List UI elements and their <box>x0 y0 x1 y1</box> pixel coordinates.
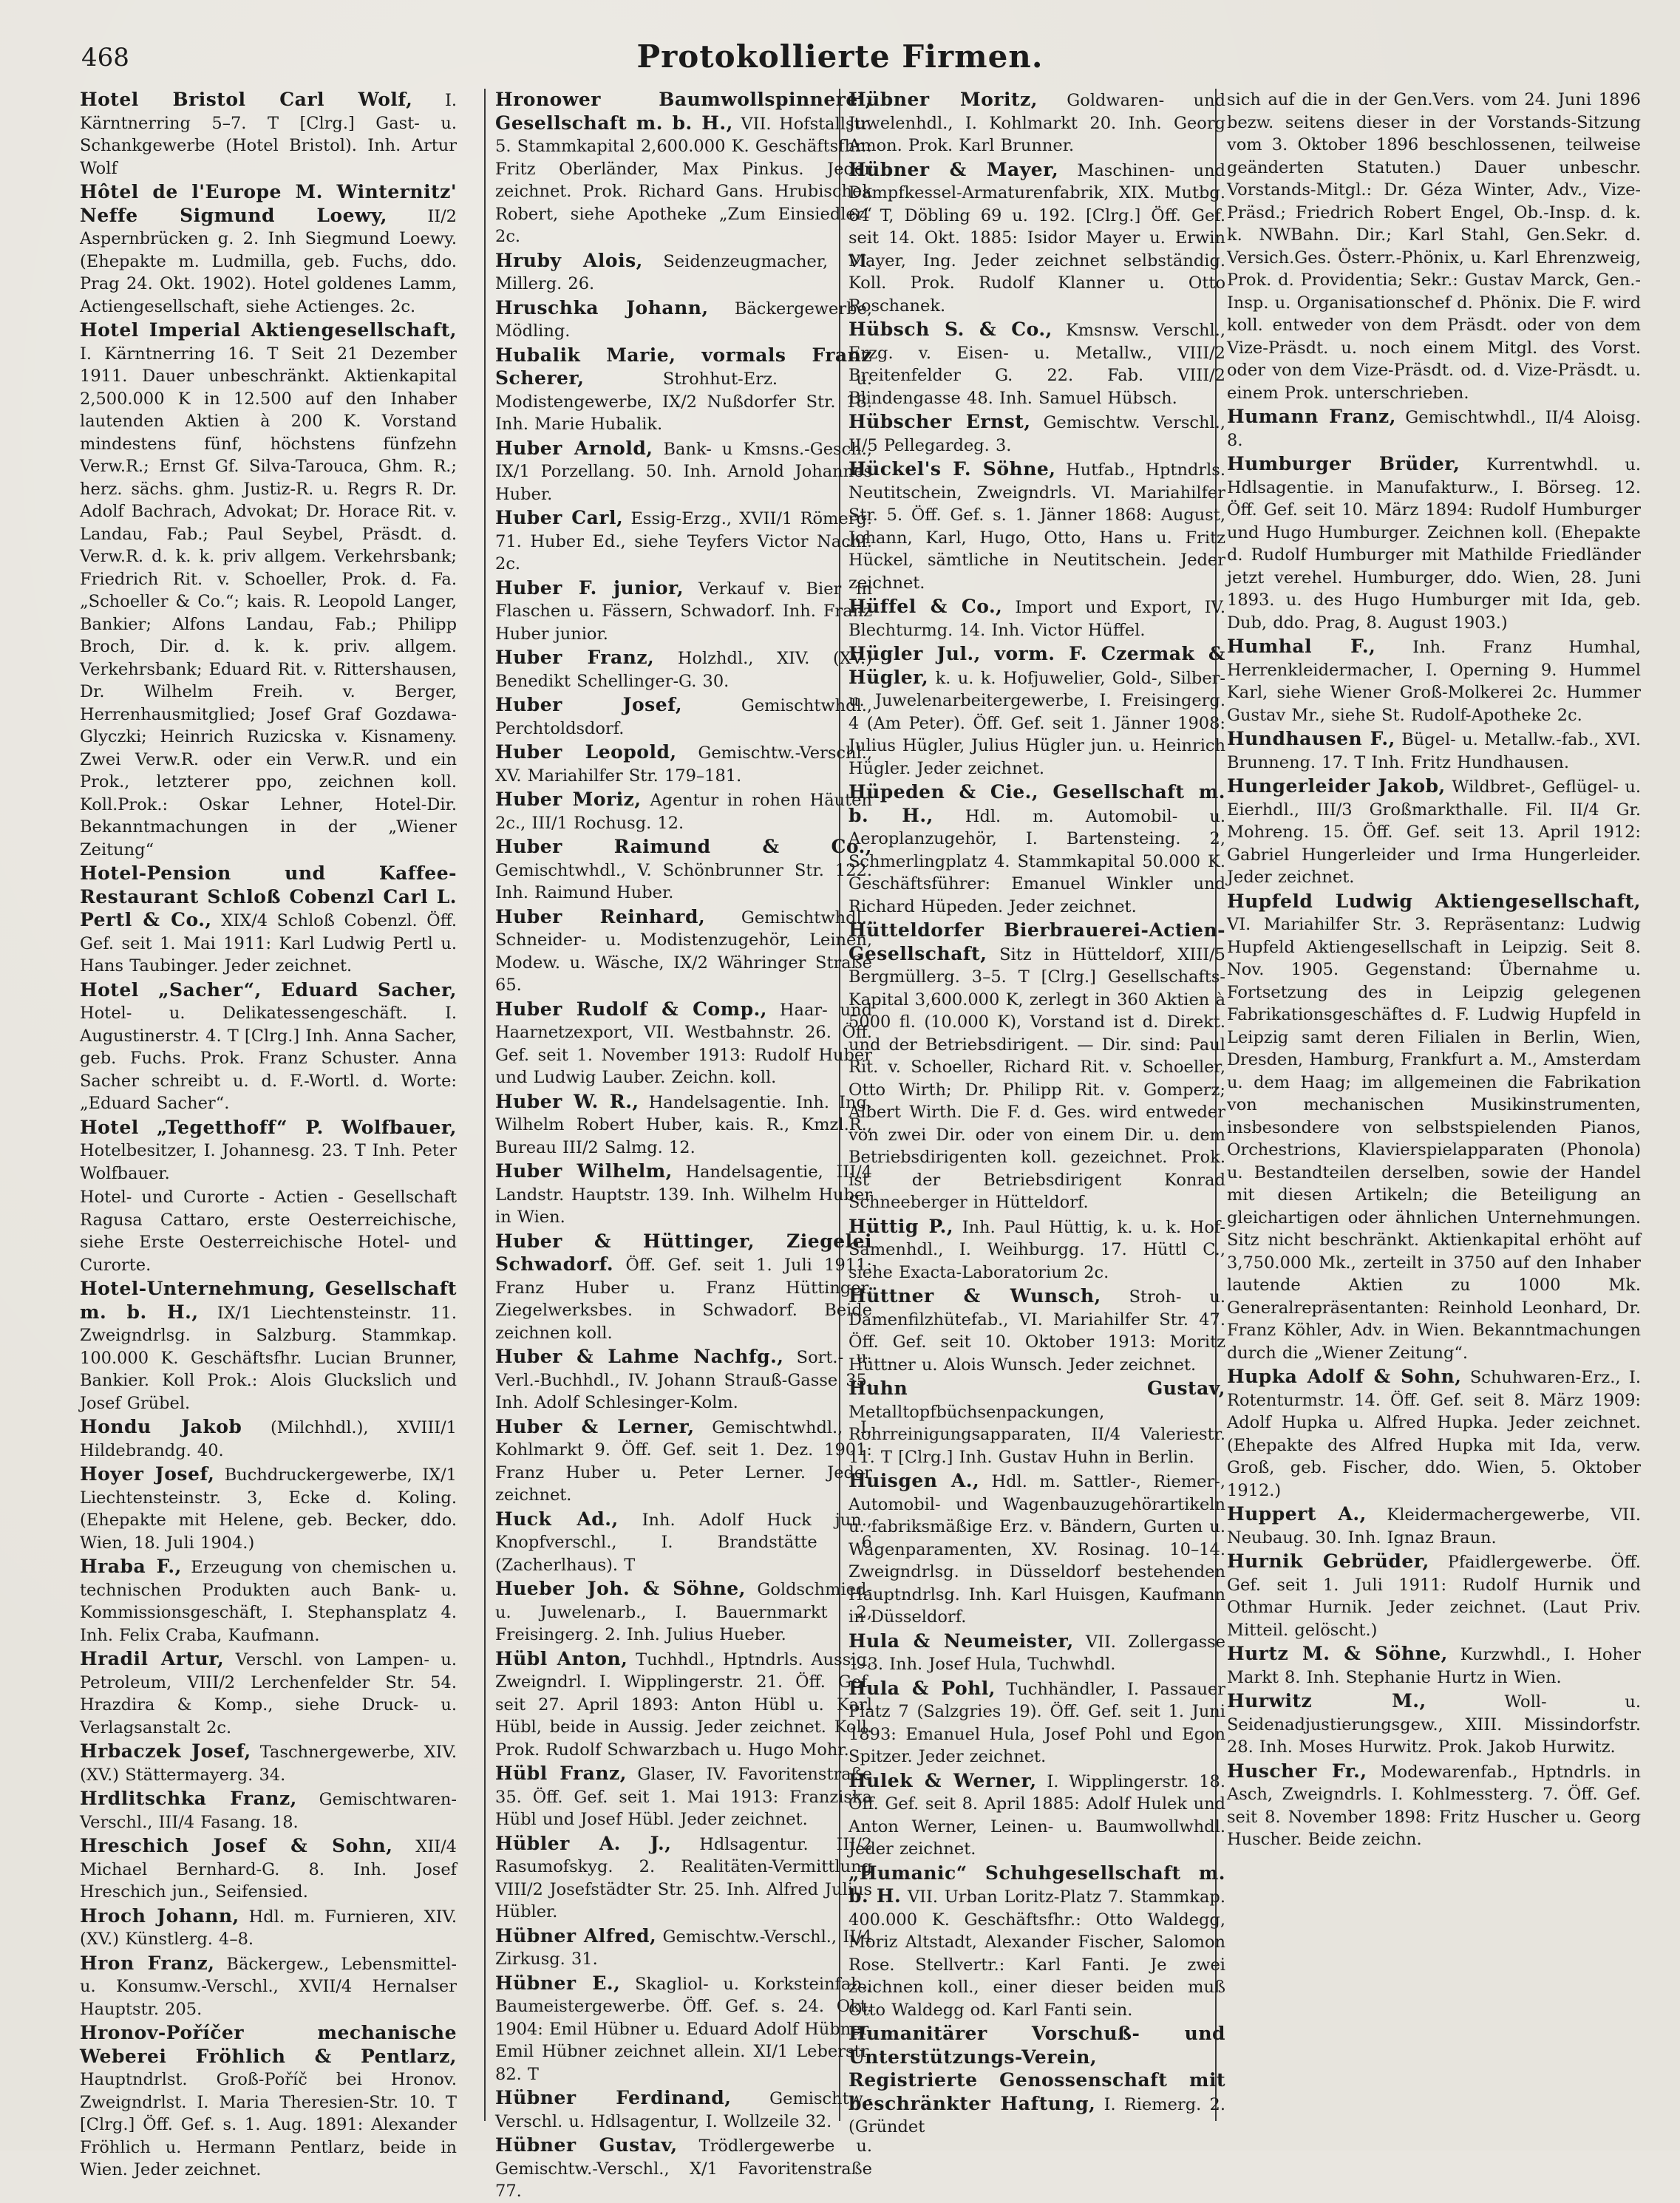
directory-entry <box>80 1117 457 1185</box>
directory-entry <box>1227 1760 1641 1851</box>
directory-entry <box>495 1091 872 1160</box>
firm-details: I. Riemerg. 2. (Gründet <box>848 2094 1225 2136</box>
firm-details: Öff. Gef. seit 1. Juli 1911: Franz Huber u. Franz Hüttinger, Ziegelwerksbes. in Schwadorf. Beide zeichnen koll. <box>495 1256 872 1343</box>
firm-details: Gemischtwhdl., Perchtoldsdorf. <box>495 696 873 738</box>
firm-name: Hotel-Unternehmung, Gesellschaft m. b. H., <box>80 1278 457 1323</box>
firm-name: Hurwitz M., <box>1227 1690 1426 1712</box>
firm-details: I. Kärntnerring 16. T Seit 21 Dezember 1911. Dauer unbeschränkt. Aktienkapital 2,500.000 K in 12.500 auf den Inhaber lautenden Aktien à 200 K. Vorstand mindestens fünf, höchstens fünfzehn Verw.R.; Ernst Gf. Silva-Tarouca, Ghm. R.; herz. sächs. ghm. Justiz-R. u. Regrs R. Dr. Adolf Bachrach, Advokat; Dr. Horace Rit. v. Landau, Fab.; Paul Seybel, Präsdt. d. Verw.R. d. k. k. priv allgem. Verkehrsbank; Friedrich Rit. v. Schoeller, Prok. d. Fa. „Schoeller & Co.“; kais. R. Leopold Langer, Bankier; Alfons Landau, Fab.; Philipp Broch, Dir. d. k. k. priv. allgem. Verkehrsbank; Eduard Rit. v. Rittershausen, Dr. Wilhelm Freih. v. Berger, Herrenhausmitglied; Josef Graf Gozdawa-Glyczki; Heinrich Ruzicska v. Kisnameny. Zwei Verw.R. oder ein Verw.R. und ein Prok., letzterer ppo, zeichnen koll. Koll.Prok.: Oskar Lehner, Hotel-Dir. Bekanntmachungen in der „Wiener Zeitung“ <box>80 344 457 859</box>
firm-details: Gemischtw. Verschl., II/5 Pellegardeg. 3. <box>848 413 1226 455</box>
directory-entry <box>495 1648 872 1762</box>
firm-details: Erzeugung von chemischen u. technischen Produkten auch Bank- u. Kommissionsgeschäft, I. Stephansplatz 4. Inh. Felix Craba, Kaufmann. <box>80 1558 457 1645</box>
firm-details: Sitz in Hütteldorf, XIII/5 Bergmüllerg. 3–5. T [Clrg.] Gesellschafts-Kapital 3,600.000 K, zerlegt in 360 Aktien à 5000 fl. (10.000 K), Vorstand ist d. Direkt. und der Betriebsdirigent. — Dir. sind: Paul Rit. v. Schoeller, Richard Rit. v. Schoeller, Otto Wirth; Dr. Philipp Rit. v. Gomperz; Albert Wirth. Die F. d. Ges. wird entweder von zwei Dir. oder von einem Dir. u. dem Betriebsdirigenten koll. gezeichnet. Prok. ist der Betriebsdirigent Konrad Schneeberger in Hütteldorf. <box>848 944 1225 1212</box>
firm-details: Hdl. m. Automobil- u. Aeroplanzugehör, I. Bartensteing. 2, Schmerlingplatz 4. Stammkapital 50.000 K. Geschäftsführer: Emanuel Winkler und Richard Hüpeden. Jeder zeichnet. <box>848 806 1226 916</box>
firm-name: Hula & Neumeister, <box>848 1630 1074 1652</box>
firm-name: Hroch Johann, <box>80 1904 239 1927</box>
firm-name: Humhal F., <box>1227 636 1376 657</box>
firm-details: Schuhwaren-Erz., I. Rotenturmstr. 14. Öff. Gef. seit 8. März 1909: Adolf Hupka u. Alfred Hupka. Jeder zeichnet. (Ehepakte des Alfred Hupka mit Ida, verw. Groß, geb. Fischer, ddo. Wien, 5. Oktober 1912.) <box>1227 1368 1641 1500</box>
directory-entry <box>80 2022 457 2182</box>
firm-name: Huber Franz, <box>495 647 655 668</box>
firm-name: Huber Carl, <box>495 507 624 528</box>
firm-name: Hückel's F. Söhne, <box>848 458 1056 480</box>
directory-entry <box>80 1463 457 1554</box>
firm-name: Huber Wilhelm, <box>495 1160 673 1182</box>
directory-entry <box>848 1470 1225 1629</box>
firm-name: Hübner Ferdinand, <box>495 2087 732 2108</box>
firm-details: Gemischtwaren-Verschl., III/4 Fasang. 18. <box>80 1790 457 1832</box>
firm-name: Hronov-Poříčer mechanische Weberei Fröhlich & Pentlarz, <box>80 2022 457 2067</box>
directory-entry <box>495 344 872 436</box>
firm-details: Kurrentwhdl. u. Hdlsagentie. in Manufakturw., I. Börseg. 12. Öff. Gef. seit 10. März 1894: Rudolf Humburger und Hugo Humburger. Zeichnen koll. (Ehepakte d. Rudolf Humburger mit Mathilde Friedländer jetzt verehel. Humburger, ddo. Wien, 28. Juni 1893. u. des Hugo Humburger mit Ida, geb. Dub, ddo. Prag, 8. August 1903.) <box>1227 455 1641 633</box>
firm-details: sich auf die in der Gen.Vers. vom 24. Juni 1896 bezw. seitens dieser in der Vorstands-Sitzung vom 3. Oktober 1896 beschlossenen, teilweise geänderten Statuten.) Dauer unbeschr. Vorstands-Mitgl.: Dr. Géza Winter, Adv., Vize-Präsd.; Friedrich Robert Engel, Ob.-Insp. d. k. k. NWBahn. Dir.; Karl Stahl, Gen.Sekr. d. Versich.Ges. Österr.-Phönix, u. Karl Ehrenzweig, Prok. d. Providentia; Sekr.: Gustav Marck, Gen.-Insp. u. Organisationschef d. Phönix. Die F. wird koll. entweder von dem Präsdt. oder von dem Vize-Präsdt. u. noch einem Mitgl. des Vorst. oder von dem Vize-Präsdt. od. d. Vize-Präsdt. u. einem Prok. unterschrieben. <box>1227 90 1641 403</box>
firm-name: Hron Franz, <box>80 1952 215 1974</box>
directory-entry <box>495 1160 872 1229</box>
firm-details: (Milchhdl.), XVIII/1 Hildebrandg. 40. <box>80 1418 457 1460</box>
firm-details: Strohhut-Erz. u. Modistengewerbe, IX/2 Nußdorfer Str. 18. Inh. Marie Hubalik. <box>495 370 873 434</box>
firm-details: Kmsnsw. Verschl., Erzg. v. Eisen- u. Metallw., VIII/2 Breitenfelder G. 22. Fab. VIII/2 Blindengasse 48. Inh. Samuel Hübsch. <box>848 321 1225 408</box>
directory-entry <box>80 181 457 318</box>
directory-entry <box>80 1278 457 1414</box>
directory-entry <box>1227 728 1641 774</box>
firm-name: Hulek & Werner, <box>848 1769 1037 1791</box>
firm-name: Hotel „Sacher“, Eduard Sacher, <box>80 978 457 1001</box>
directory-entry <box>848 919 1225 1214</box>
directory-entry <box>848 159 1225 318</box>
firm-details: Goldwaren- und Juwelenhdl., I. Kohlmarkt 20. Inh. Georg Amon. Prok. Karl Brunner. <box>848 91 1226 155</box>
directory-entry <box>80 1788 457 1833</box>
firm-details: k. u. k. Hofjuwelier, Gold-, Silber- u. Juwelenarbeitergewerbe, I. Freisingerg. 4 (Am Peter). Öff. Gef. seit 1. Jänner 1908: Julius Hügler, Julius Hügler jun. u. Heinrich Hügler. Jeder zeichnet. <box>848 668 1225 778</box>
firm-name: Huber & Lerner, <box>495 1415 695 1437</box>
firm-details: Handelsagentie. Inh. Ing. Wilhelm Robert Huber, kais. R., Kmzl.R., Bureau III/2 Salmg. 12. <box>495 1092 873 1157</box>
directory-entry <box>848 319 1225 409</box>
firm-name: Hruby Alois, <box>495 249 643 271</box>
firm-details: Hotelbesitzer, I. Johannesg. 23. T Inh. Peter Wolfbauer. <box>80 1141 457 1183</box>
firm-name: Huber Arnold, <box>495 437 653 459</box>
directory-entry <box>1227 891 1641 1365</box>
firm-details: Hauptndrlst. Groß-Poříč bei Hronov. Zweigndrlst. I. Maria Theresien-Str. 10. T [Clrg.] Öff. Gef. s. 1. Aug. 1891: Alexander Fröhlich u. Hermann Pentlarz, beide in Wien. Jeder zeichnet. <box>80 2070 457 2179</box>
directory-entry <box>495 1230 872 1345</box>
directory-entry <box>1227 1690 1641 1759</box>
directory-entry <box>495 998 872 1089</box>
directory-entry <box>80 319 457 861</box>
firm-details: Kurzwhdl., I. Hoher Markt 8. Inh. Stephanie Hurtz in Wien. <box>1227 1645 1641 1687</box>
firm-name: Humann Franz, <box>1227 406 1396 427</box>
firm-name: Huber Rudolf & Comp., <box>495 998 768 1020</box>
directory-entry <box>495 647 872 692</box>
directory-entry <box>495 577 872 646</box>
firm-details: Skagliol- u. Korksteinfab., Baumeistergewerbe. Öff. Gef. s. 24. Okt. 1904: Emil Hübner u. Eduard Adolf Hübner. Emil Hübner zeichnet allein. XI/1 Leberstr. 82. T <box>495 1974 873 2084</box>
directory-entry <box>80 1416 457 1462</box>
firm-details: Inh. Adolf Huck jun., Knopfverschl., I. Brandstätte 6 (Zacherlhaus). T <box>495 1510 872 1575</box>
firm-name: Hoyer Josef, <box>80 1463 215 1485</box>
firm-name: Hotel „Tegetthoff“ P. Wolfbauer, <box>80 1116 457 1138</box>
directory-entry <box>495 836 872 905</box>
directory-entry <box>80 1556 457 1647</box>
firm-name: Hupfeld Ludwig Aktiengesellschaft, <box>1227 890 1641 912</box>
firm-name: Huber W. R., <box>495 1090 639 1112</box>
firm-details: Haar- und Haarnetzexport, VII. Westbahnstr. 26. Öff. Gef. seit 1. November 1913: Rudolf Huber und Ludwig Lauber. Zeichn. koll. <box>495 1000 872 1087</box>
firm-details: Hdl. m. Sattler-, Riemer-, Automobil- und Wagenbauzugehörartikeln u. fabriksmäßige Erz. v. Bändern, Gurten u. Wagenparamenten, XV. Rosinag. 10–14. Zweigndrlsg. in Düsseldorf bestehenden Hauptndrlsg. Inh. Karl Huisgen, Kaufmann in Düsseldorf. <box>848 1472 1225 1627</box>
directory-entry <box>80 1648 457 1739</box>
firm-name: Huber & Lahme Nachfg., <box>495 1346 784 1367</box>
firm-details: Wildbret-, Geflügel- u. Eierhdl., III/3 Großmarkthalle. Fil. II/4 Gr. Mohreng. 15. Öff. Gef. seit 13. April 1912: Gabriel Hungerleider und Irma Hungerleider. Jeder zeichnet. <box>1227 777 1641 887</box>
firm-details: Gemischtwhdl., V. Schönbrunner Str. 122. Inh. Raimund Huber. <box>495 860 872 902</box>
directory-entry <box>495 507 872 576</box>
directory-entry <box>848 1770 1225 1861</box>
page-title: Protokollierte Firmen. <box>636 38 1044 75</box>
page-number: 468 <box>81 43 129 72</box>
firm-name: Huber Leopold, <box>495 741 677 763</box>
firm-details: Bäckergewerbe, Mödling. <box>495 299 872 341</box>
directory-entry <box>80 979 457 1115</box>
firm-details: Bäckergew., Lebensmittel- u. Konsumw.-Verschl., XVII/4 Hernalser Hauptstr. 205. <box>80 1954 458 2019</box>
firm-details: Hotel- und Curorte - Actien - Gesellschaft Ragusa Cattaro, erste Oesterreichische, siehe Erste Oesterreichische Hotel- und Curorte. <box>80 1188 457 1275</box>
directory-entry <box>495 1578 872 1647</box>
firm-name: Hübner Gustav, <box>495 2134 678 2156</box>
firm-details: Kleidermachergewerbe, VII. Neubaug. 30. Inh. Ignaz Braun. <box>1227 1505 1642 1547</box>
directory-entry <box>495 1346 872 1414</box>
firm-name: Huisgen A., <box>848 1470 980 1491</box>
column-2 <box>495 89 873 2201</box>
firm-details: Gemischtwhdl., I. Kohlmarkt 9. Öff. Gef. seit 1. Dez. 1901: Franz Huber u. Peter Lerner. Jeder zeichnet. <box>495 1417 872 1505</box>
directory-entry <box>495 297 872 343</box>
firm-details: Buchdruckergewerbe, IX/1 Liechtensteinstr. 3, Ecke d. Koling. (Ehepakte mit Helene, geb. Becker, ddo. Wien, 18. Juli 1904.) <box>80 1465 457 1553</box>
directory-entry <box>80 89 457 180</box>
firm-name: Hradil Artur, <box>80 1648 225 1669</box>
directory-entry <box>1227 89 1641 404</box>
firm-name: Hotel Bristol Carl Wolf, <box>80 89 413 110</box>
firm-name: Hueber Joh. & Söhne, <box>495 1578 746 1599</box>
firm-details: Verschl. von Lampen- u. Petroleum, VIII/2 Lerchenfelder Str. 54. Hrazdira & Komp., siehe Druck- u. Verlagsanstalt 2c. <box>80 1650 457 1737</box>
firm-details: Bank- u Kmsns.-Gesch., IX/1 Porzellang. 50. Inh. Arnold Johannes Huber. <box>495 439 872 504</box>
firm-details: VII. Zollergasse 1–3. Inh. Josef Hula, Tuchwhdl. <box>848 1632 1226 1674</box>
directory-entry <box>495 1416 872 1507</box>
directory-entry <box>495 694 872 740</box>
directory-entry <box>1227 1503 1641 1549</box>
directory-entry <box>848 2023 1225 2139</box>
directory-entry <box>848 89 1225 157</box>
firm-details: II/2 Aspernbrücken g. 2. Inh Siegmund Loewy. (Ehepakte m. Ludmilla, geb. Fuchs, ddo. Prag 24. Okt. 1902). Hotel goldenes Lamm, Actiengesellschaft, siehe Actienges. 2c. <box>80 206 457 316</box>
directory-entry <box>80 862 457 978</box>
directory-entry <box>80 1186 457 1276</box>
firm-details: Modewarenfab., Hptndrls. in Asch, Zweigndrls. I. Kohlmessterg. 7. Öff. Gef. seit 8. November 1898: Fritz Huscher u. Georg Huscher. Beide zeichn. <box>1227 1762 1641 1849</box>
directory-entry <box>848 1216 1225 1284</box>
directory-entry <box>848 1630 1225 1676</box>
column-divider <box>484 89 486 2121</box>
directory-entry <box>1227 1550 1641 1641</box>
firm-name: Huber F. junior, <box>495 576 684 599</box>
directory-entry <box>495 437 872 506</box>
firm-name: Huber Moriz, <box>495 789 642 810</box>
directory-entry <box>495 789 872 834</box>
directory-entry <box>495 906 872 997</box>
firm-details: Hdl. m. Furnieren, XIV. (XV.) Künstlerg. 4–8. <box>80 1907 457 1949</box>
firm-details: Goldschmied- u. Juwelenarb., I. Bauernmarkt 2, Freisingerg. 2. Inh. Julius Hueber. <box>495 1580 872 1644</box>
firm-name: Humburger Brüder, <box>1227 453 1460 474</box>
firm-name: Huhn Gustav, <box>848 1378 1225 1399</box>
firm-details: Gemischtw.-Verschl., II/4 Zirkusg. 31. <box>495 1927 872 1969</box>
directory-entry <box>848 411 1225 457</box>
directory-entry <box>495 1833 872 1924</box>
firm-name: Hurtz M. & Söhne, <box>1227 1643 1448 1664</box>
firm-name: Hübsch S. & Co., <box>848 319 1052 340</box>
directory-entry <box>495 1508 872 1577</box>
firm-name: Hüttig P., <box>848 1215 954 1237</box>
firm-name: Hotel-Pension und Kaffee-Restaurant Schloß Cobenzl Carl L. Pertl & Co., <box>80 862 457 930</box>
directory-entry <box>848 781 1225 918</box>
firm-name: Hüpeden & Cie., Gesellschaft m. b. H., <box>848 781 1225 826</box>
firm-name: Huber Reinhard, <box>495 905 706 927</box>
firm-name: Hübner Moritz, <box>848 89 1038 110</box>
firm-details: VII. Hofstallstr. 5. Stammkapital 2,600.000 K. Geschäftsfhr.: Fritz Oberländer, Max Pinkus. Jeder zeichnet. Prok. Richard Gans. Hrubischek Robert, siehe Apotheke „Zum Einsiedler“ 2c. <box>495 114 872 246</box>
directory-entry <box>1227 775 1641 889</box>
directory-entry <box>495 1925 872 1971</box>
directory-entry <box>1227 453 1641 634</box>
firm-details: Tuchhändler, I. Passauer Platz 7 (Salzgries 19). Öff. Gef. seit 1. Juni 1893: Emanuel Hula, Josef Pohl und Egon Spitzer. Jeder zeichnet. <box>848 1679 1226 1766</box>
firm-name: Hübner Alfred, <box>495 1924 657 1947</box>
firm-name: Hügler Jul., vorm. F. Czermak & Hügler, <box>848 643 1225 688</box>
firm-name: Huppert A., <box>1227 1503 1367 1525</box>
firm-details: Stroh- u. Damenfilzhütefab., VI. Mariahilfer Str. 47. Öff. Gef. seit 10. Oktober 1913: Moritz Hüttner u. Alois Wunsch. Jeder zeichnet. <box>848 1287 1225 1375</box>
directory-entry <box>80 1740 457 1786</box>
column-1 <box>80 89 458 2179</box>
firm-name: Hraba F., <box>80 1556 182 1577</box>
firm-name: Hungerleider Jakob, <box>1227 775 1446 797</box>
directory-entry <box>495 250 872 296</box>
firm-details: Hotel- u. Delikatessengeschäft. I. Augustinerstr. 4. T [Clrg.] Inh. Anna Sacher, geb. Fuchs. Prok. Franz Schuster. Anna Sacher schreibt u. d. F.-Wortl. d. Worte: „Eduard Sacher“. <box>80 1004 458 1113</box>
firm-name: Hrbaczek Josef, <box>80 1740 251 1762</box>
firm-name: Huck Ad., <box>495 1508 619 1530</box>
firm-name: Hreschich Josef & Sohn, <box>80 1835 393 1856</box>
firm-name: Huber & Hüttinger, Ziegelei Schwadorf. <box>495 1230 872 1275</box>
directory-entry <box>495 89 872 248</box>
firm-details: Gemischtwhdl., Schneider- u. Modistenzugehör, Leinen, Modew. u. Wäsche, IX/2 Währinger Straße 65. <box>495 908 872 995</box>
firm-details: Maschinen- und Dampfkessel-Armaturenfabrik, XIX. Mutbg. 64 T, Döbling 69 u. 192. [Clrg.] Öff. Gef. seit 14. Okt. 1885: Isidor Mayer u. Erwin Mayer, Ing. Jeder zeichnet selbständig. Koll. Prok. Rudolf Klanner u. Otto Roschanek. <box>848 160 1226 316</box>
directory-entry <box>848 1862 1225 2022</box>
firm-name: Hronower Baumwollspinnerei, Gesellschaft m. b. H., <box>495 89 872 134</box>
firm-name: Huscher Fr., <box>1227 1760 1367 1782</box>
firm-name: Huber Josef, <box>495 694 683 715</box>
directory-entry <box>495 741 872 787</box>
firm-name: Hubalik Marie, vormals Franz Scherer, <box>495 344 872 389</box>
firm-details: IX/1 Liechtensteinstr. 11. Zweigndrlsg. in Salzburg. Stammkap. 100.000 K. Geschäftsfhr. Lucian Brunner, Bankier. Koll Prok.: Alois Gluckslich und Josef Grübel. <box>80 1303 458 1413</box>
firm-details: VII. Urban Loritz-Platz 7. Stammkap. 400.000 K. Geschäftsfhr.: Otto Waldegg, Moriz Altstadt, Alexander Fischer, Salomon Rose. Stellvertr.: Karl Fanti. Je zwei zeichnen koll., einer dieser beiden muß Otto Waldegg od. Karl Fanti sein. <box>848 1887 1225 2020</box>
directory-entry <box>1227 406 1641 452</box>
directory-entry <box>848 1678 1225 1768</box>
firm-details: Gemischtw.-Verschl. u. Hdlsagentur, I. Wollzeile 32. <box>495 2089 873 2131</box>
firm-name: Hondu Jakob <box>80 1416 242 1437</box>
directory-entry <box>848 1378 1225 1468</box>
directory-entry <box>1227 1643 1641 1689</box>
directory-entry <box>1227 636 1641 726</box>
directory-entry <box>495 2087 872 2133</box>
firm-name: Hübner & Mayer, <box>848 158 1059 180</box>
directory-entry <box>1227 1366 1641 1502</box>
firm-details: Inh. Paul Hüttig, k. u. k. Hof-Samenhdl., I. Weihburgg. 17. Hüttl C., siehe Exacta-Laboratorium 2c. <box>848 1217 1225 1282</box>
firm-details: Taschnergewerbe, XIV. (XV.) Stättermayerg. 34. <box>80 1743 458 1785</box>
firm-name: Hübscher Ernst, <box>848 411 1031 432</box>
firm-name: Hübner E., <box>495 1972 621 1994</box>
firm-details: Handelsagentie, III/4 Landstr. Hauptstr. 139. Inh. Wilhelm Huber in Wien. <box>495 1162 873 1227</box>
firm-details: Tuchhdl., Hptndrls. Aussig, Zweigndrl. I. Wipplingerstr. 21. Öff. Gef. seit 27. April 1893: Anton Hübl u. Karl Hübl, beide in Aussig. Jeder zeichnet. Koll. Prok. Rudolf Schwarzbach u. Hugo Mohr. <box>495 1649 873 1760</box>
firm-details: XIX/4 Schloß Cobenzl. Öff. Gef. seit 1. Mai 1911: Karl Ludwig Pertl u. Hans Taubinger. Jeder zeichnet. <box>80 911 457 975</box>
firm-details: Trödlergewerbe u. Gemischtw.-Verschl., X/1 Favoritenstraße 77. <box>495 2136 873 2201</box>
firm-details: Hutfab., Hptndrls. Neutitschein, Zweigndrls. VI. Mariahilfer Str. 5. Öff. Gef. s. 1. Jänner 1868: August, Johann, Karl, Hugo, Otto, Hans u. Fritz Hückel, sämtliche in Neutitschein. Jeder zeichnet. <box>848 460 1225 593</box>
firm-details: Import und Export, IV. Blechturmg. 14. Inh. Victor Hüffel. <box>848 598 1225 640</box>
directory-entry <box>80 1905 457 1951</box>
firm-details: Inh. Franz Humhal, Herrenkleidermacher, I. Operning 9. Hummel Karl, siehe Wiener Groß-Molkerei 2c. Hummer Gustav Mr., siehe St. Rudolf-Apotheke 2c. <box>1227 638 1642 725</box>
directory-entry <box>848 458 1225 594</box>
firm-name: Hundhausen F., <box>1227 728 1395 749</box>
firm-name: Hübler A. J., <box>495 1832 672 1854</box>
firm-name: Hüttner & Wunsch, <box>848 1285 1101 1307</box>
firm-details: Hdlsagentur. III/2 Rasumofskyg. 2. Realitäten-Vermittlung VIII/2 Josefstädter Str. 25. Inh. Alfred Julius Hübler. <box>495 1834 873 1921</box>
firm-details: Verkauf v. Bier in Flaschen u. Fässern, Schwadorf. Inh. Franz Huber junior. <box>495 579 872 644</box>
firm-details: Woll- u. Seidenadjustierungsgew., XIII. Missindorfstr. 28. Inh. Moses Hurwitz. Prok. Jakob Hurwitz. <box>1227 1692 1642 1757</box>
directory-entry <box>848 643 1225 780</box>
firm-details: I. Kärntnerring 5–7. T [Clrg.] Gast- u. Schankgewerbe (Hotel Bristol). Inh. Artur Wolf <box>80 91 457 178</box>
firm-details: Seidenzeugmacher, VI. Millerg. 26. <box>495 251 872 293</box>
directory-entry <box>495 1972 872 2086</box>
directory-entry <box>80 1952 457 2021</box>
firm-details: VI. Mariahilfer Str. 3. Repräsentanz: Ludwig Hupfeld Aktiengesellschaft in Leipzig. Seit 8. Nov. 1905. Gegenstand: Übernahme u. Fortsetzung des in Leipzig gelegenen Fabrikationsgeschäftes d. F. Ludwig Hupfeld in Leipzig samt deren Filialen in Berlin, Wien, Dresden, Hamburg, Frankfurt a. M., Amsterdam u. dem Haag; im allgemeinen die Fabrikation von mechanischen Musikinstrumenten, insbesondere von selbstspielenden Pianos, Orchestrions, Klavierspielapparaten (Phonola) u. Bestandteilen derselben, sowie der Handel mit diesen Artikeln; die Beteiligung an gleichartigen oder ähnlichen Unternehmungen. Sitz nicht beschränkt. Aktienkapital erhöht auf 3,750.000 Mk., zerteilt in 3750 auf den Inhaber lautende Aktien zu 1000 Mk. Generalrepräsentanten: Reinhold Leonhard, Dr. Franz Köhler, Adv. in Wien. Bekanntmachungen durch die „Wiener Zeitung“. <box>1227 915 1641 1363</box>
firm-name: Hula & Pohl, <box>848 1677 996 1699</box>
directory-entry <box>848 1285 1225 1376</box>
firm-name: Hupka Adolf & Sohn, <box>1227 1366 1462 1387</box>
firm-name: Hübl Franz, <box>495 1763 627 1784</box>
firm-details: Sort.- u. Verl.-Buchhdl., IV. Johann Strauß-Gasse 35. Inh. Adolf Schlesinger-Kolm. <box>495 1348 872 1412</box>
firm-details: Pfaidlergewerbe. Öff. Gef. seit 1. Juli 1911: Rudolf Hurnik und Othmar Hurnik. Jeder zeichnet. (Laut Priv. Mitteil. gelöscht.) <box>1227 1553 1641 1640</box>
directory-entry <box>848 596 1225 641</box>
firm-name: Hruschka Johann, <box>495 296 709 319</box>
firm-name: Hrdlitschka Franz, <box>80 1788 297 1809</box>
firm-details: Gemischtw.-Verschl., XV. Mariahilfer Str. 179–181. <box>495 743 872 786</box>
firm-name: Hütteldorfer Bierbrauerei-Actien-Gesellschaft, <box>848 919 1225 964</box>
directory-entry <box>495 1763 872 1831</box>
firm-name: Huber Raimund & Co., <box>495 836 872 857</box>
firm-name: „Humanic“ Schuhgesellschaft m. b. H. <box>848 1862 1225 1907</box>
firm-name: Humanitärer Vorschuß- und Unterstützungs-Verein, Registrierte Genossenschaft mit beschränkter Haftung, <box>848 2023 1225 2114</box>
firm-details: Holzhdl., XIV. (XV.) Benedikt Schellinger-G. 30. <box>495 649 872 691</box>
firm-name: Hotel Imperial Aktiengesellschaft, <box>80 319 457 341</box>
column-3 <box>848 89 1226 2136</box>
firm-name: Hübl Anton, <box>495 1647 628 1669</box>
firm-details: Essig-Erzg., XVII/1 Römerg. 71. Huber Ed., siehe Teyfers Victor Nachf. 2c. <box>495 509 873 573</box>
firm-name: Hôtel de l'Europe M. Winternitz' Neffe Sigmund Loewy, <box>80 181 457 226</box>
firm-details: I. Wipplingerstr. 18. Öff. Gef. seit 8. April 1885: Adolf Hulek und Anton Werner, Leinen- u. Baumwollwhdl. Jeder zeichnet. <box>848 1771 1225 1859</box>
directory-entry <box>80 1835 457 1904</box>
firm-details: Agentur in rohen Häuten 2c., III/1 Rochusg. 12. <box>495 791 872 833</box>
firm-name: Hurnik Gebrüder, <box>1227 1550 1429 1572</box>
firm-details: Glaser, IV. Favoritenstraße 35. Öff. Gef. seit 1. Mai 1913: Franziska Hübl und Josef Hübl. Jeder zeichnet. <box>495 1765 873 1829</box>
firm-details: Gemischtwhdl., II/4 Aloisg. 8. <box>1227 408 1642 450</box>
firm-name: Hüffel & Co., <box>848 596 1003 617</box>
directory-entry <box>495 2134 872 2203</box>
firm-details: XII/4 Michael Bernhard-G. 8. Inh. Josef Hreschich jun., Seifensied. <box>80 1837 457 1901</box>
firm-details: Bügel- u. Metallw.-fab., XVI. Brunneng. 17. T Inh. Fritz Hundhausen. <box>1227 730 1642 772</box>
column-4 <box>1227 89 1641 2128</box>
firm-details: Metalltopfbüchsenpackungen, Rohrreinigungsapparaten, II/4 Valeriestr. 11. T [Clrg.] Inh. Gustav Huhn in Berlin. <box>848 1402 1225 1467</box>
